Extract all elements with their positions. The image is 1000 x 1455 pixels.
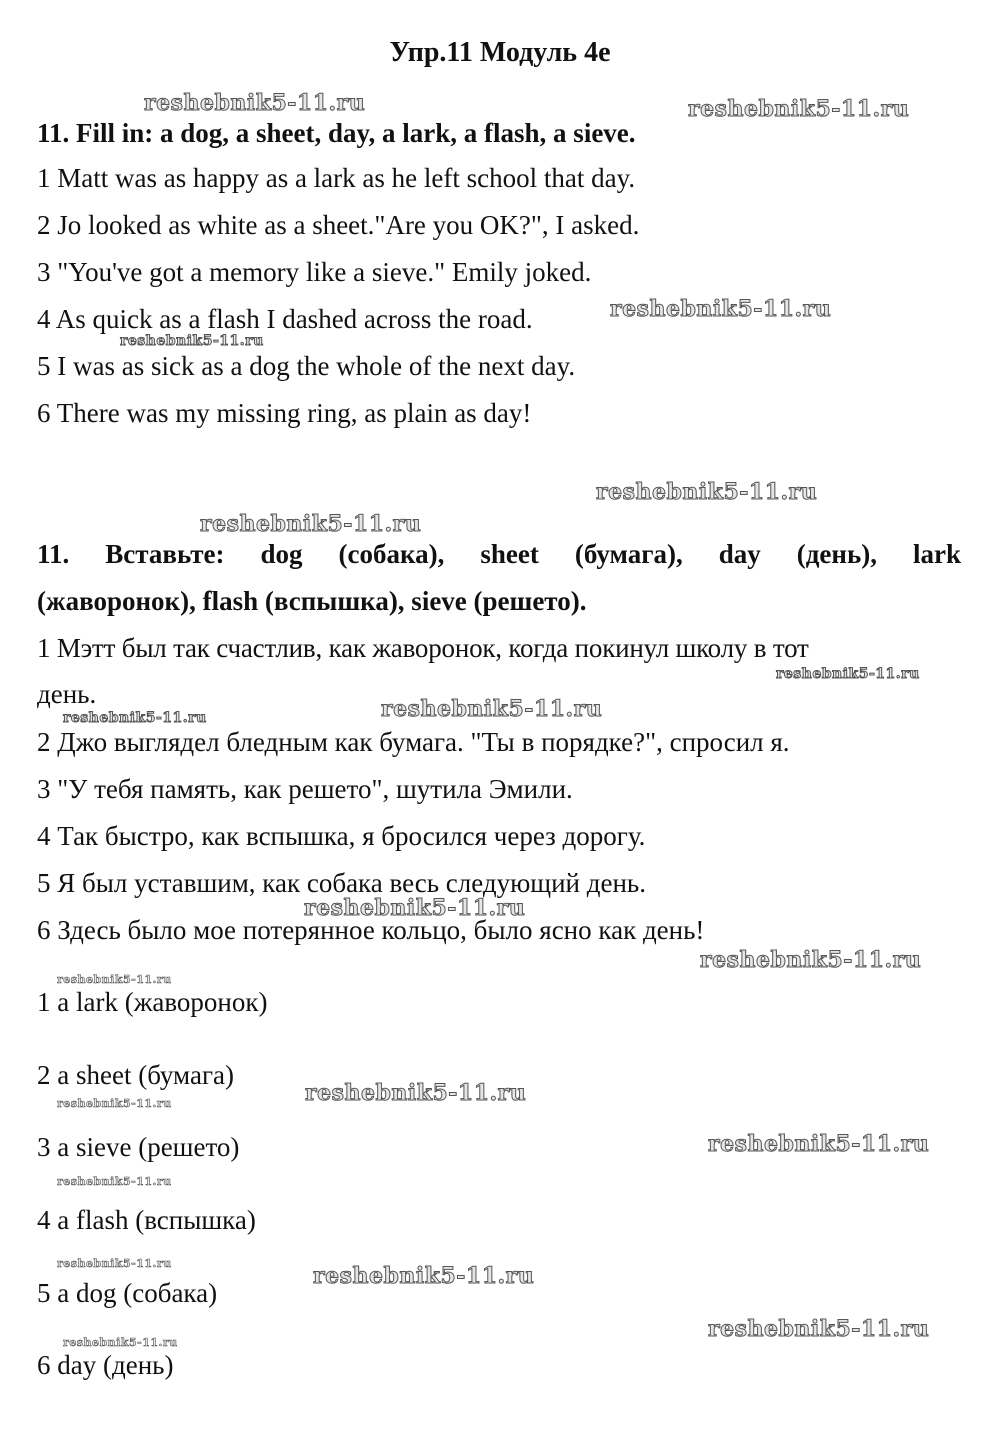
russian-line-4: 4 Так быстро, как вспышка, я бросился через дорогу.	[37, 821, 646, 851]
answer-5: 5 a dog (собака)	[37, 1278, 218, 1308]
watermark: reshebnik5-11.ru	[700, 947, 922, 973]
russian-line-1b: день.	[37, 679, 97, 709]
russian-line-2: 2 Джо выглядел бледным как бумага. "Ты в порядке?", спросил я.	[37, 727, 790, 757]
russian-heading-line-2: (жаворонок), flash (вспышка), sieve (решето).	[37, 586, 587, 616]
russian-line-1a: 1 Мэтт был так счастлив, как жаворонок, когда покинул школу в тот	[37, 633, 809, 663]
watermark: reshebnik5-11.ru	[313, 1263, 535, 1289]
russian-line-3: 3 "У тебя память, как решето", шутила Эмили.	[37, 774, 573, 804]
watermark: reshebnik5-11.ru	[57, 1097, 172, 1110]
watermark: reshebnik5-11.ru	[708, 1131, 930, 1157]
watermark: reshebnik5-11.ru	[688, 96, 910, 122]
watermark: reshebnik5-11.ru	[57, 1175, 172, 1188]
english-heading: 11. Fill in: a dog, a sheet, day, a lark, a flash, a sieve.	[37, 118, 636, 148]
watermark: reshebnik5-11.ru	[381, 696, 603, 722]
answer-3: 3 a sieve (решето)	[37, 1132, 240, 1162]
russian-heading-line-1: 11. Вставьте: dog (собака), sheet (бумага), day (день), lark	[37, 539, 961, 569]
english-line-1: 1 Matt was as happy as a lark as he left school that day.	[37, 163, 636, 193]
watermark: reshebnik5-11.ru	[776, 666, 920, 682]
english-line-6: 6 There was my missing ring, as plain as day!	[37, 398, 532, 428]
english-line-5: 5 I was as sick as a dog the whole of the next day.	[37, 351, 576, 381]
english-line-4: 4 As quick as a flash I dashed across the road.	[37, 304, 533, 334]
russian-line-5: 5 Я был уставшим, как собака весь следующий день.	[37, 868, 646, 898]
watermark: reshebnik5-11.ru	[305, 1080, 527, 1106]
watermark: reshebnik5-11.ru	[63, 710, 207, 726]
page-title: Упр.11 Модуль 4е	[389, 37, 611, 68]
watermark: reshebnik5-11.ru	[144, 90, 366, 116]
watermark: reshebnik5-11.ru	[57, 1257, 172, 1270]
answer-2: 2 a sheet (бумага)	[37, 1060, 234, 1090]
watermark: reshebnik5-11.ru	[304, 895, 526, 921]
russian-line-6: 6 Здесь было мое потерянное кольцо, было ясно как день!	[37, 915, 705, 945]
english-line-3: 3 "You've got a memory like a sieve." Emily joked.	[37, 257, 592, 287]
answer-1: 1 a lark (жаворонок)	[37, 987, 268, 1017]
watermark: reshebnik5-11.ru	[200, 511, 422, 537]
watermark: reshebnik5-11.ru	[63, 1336, 178, 1349]
watermark: reshebnik5-11.ru	[610, 296, 832, 322]
watermark: reshebnik5-11.ru	[596, 479, 818, 505]
answer-6: 6 day (день)	[37, 1350, 174, 1380]
watermark: reshebnik5-11.ru	[120, 333, 264, 349]
watermark: reshebnik5-11.ru	[57, 973, 172, 986]
english-line-2: 2 Jo looked as white as a sheet."Are you OK?", I asked.	[37, 210, 640, 240]
answer-4: 4 a flash (вспышка)	[37, 1205, 256, 1235]
watermark: reshebnik5-11.ru	[708, 1316, 930, 1342]
